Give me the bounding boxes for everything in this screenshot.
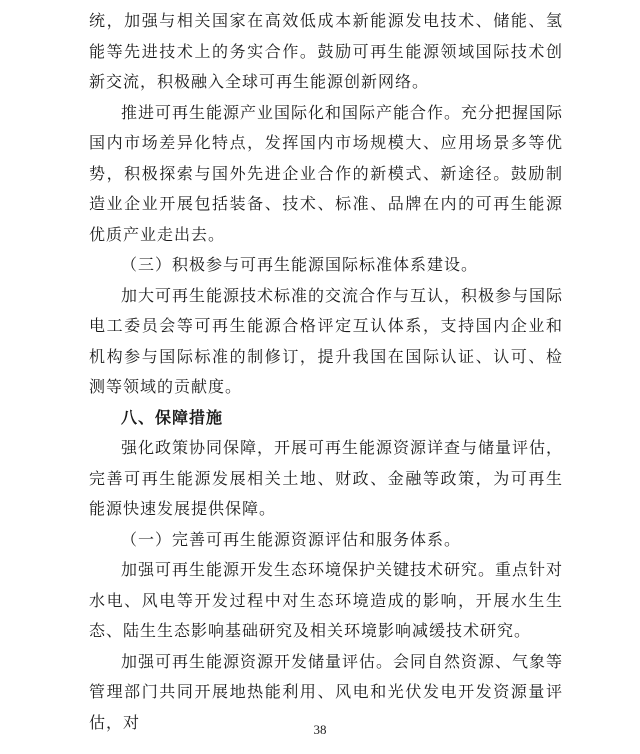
subheading-resource-assessment: （一）完善可再生能源资源评估和服务体系。 bbox=[121, 529, 462, 549]
paragraph-standards-cooperation: 加大可再生能源技术标准的交流合作与互认，积极参与国际电工委员会等可再生能源合格评定互认体系，支持国内企业和机构参与国际标准的制修订，提升我国在国际认证、认可、检测等领域的贡献度。 bbox=[89, 285, 564, 396]
paragraph-policy-coordination: 强化政策协同保障，开展可再生能源资源详查与储量评估，完善可再生能源发展相关土地、财政、金融等政策，为可再生能源快速发展提供保障。 bbox=[89, 438, 564, 518]
paragraph-industry-internationalization: 推进可再生能源产业国际化和国际产能合作。充分把握国际国内市场差异化特点，发挥国内市场规模大、应用场景多等优势，积极探索与国外先进企业合作的新模式、新途径。鼓励制造业企业开展包括装备、技术、标准、品牌在内的可再生能源优质产业走出去。 bbox=[89, 102, 564, 244]
paragraph-reserves-assessment: 加强可再生能源资源开发储量评估。会同自然资源、气象等管理部门共同开展地热能利用、风电和光伏发电开发资源量评估，对 bbox=[89, 651, 564, 732]
subheading-standards-system: （三）积极参与可再生能源国际标准体系建设。 bbox=[121, 255, 479, 274]
paragraph-ecological-protection: 加强可再生能源开发生态环境保护关键技术研究。重点针对水电、风电等开发过程中对生态环境造成的影响，开展水生生态、陆生生态影响基础研究及相关环境影响减缓技术研究。 bbox=[89, 560, 564, 640]
page-number: 38 bbox=[313, 722, 327, 737]
section-heading-safeguards: 八、保障措施 bbox=[121, 407, 224, 427]
document-body bbox=[89, 6, 563, 738]
paragraph-continuation: 统，加强与相关国家在高效低成本新能源发电技术、储能、氢能等先进技术上的务实合作。鼓励可再生能源领域国际技术创新交流，积极融入全球可再生能源创新网络。 bbox=[89, 11, 563, 91]
